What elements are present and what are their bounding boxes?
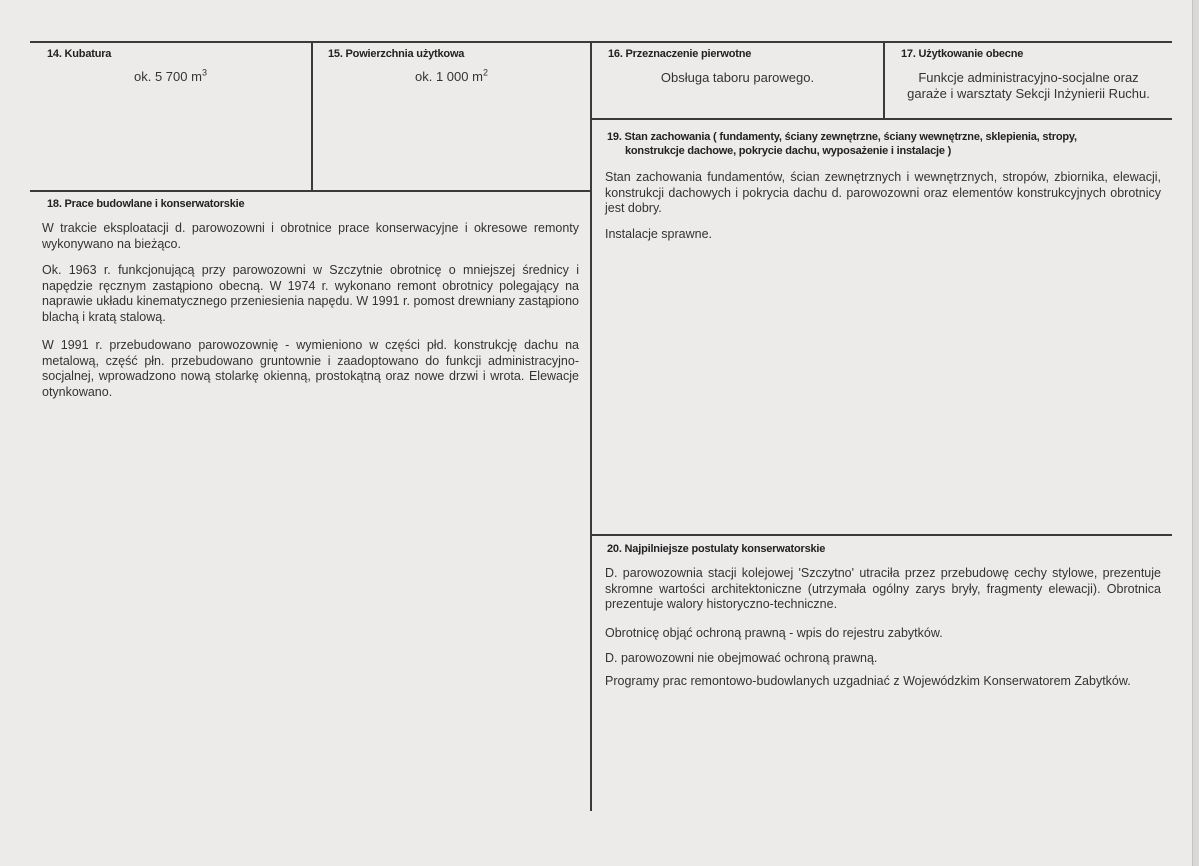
cell-20-paragraph-2: Obrotnicę objąć ochroną prawną - wpis do rejestru zabytków. <box>605 626 943 640</box>
divider-main <box>590 41 592 811</box>
cell-18-title: 18. Prace budowlane i konserwatorskie <box>47 198 245 210</box>
cell-14-unit-exponent: 3 <box>201 67 207 78</box>
cell-19-title-line-1: 19. Stan zachowania ( fundamenty, ściany zewnętrzne, ściany wewnętrzne, sklepienia, stropy, <box>607 131 1077 143</box>
rule-above-20 <box>592 534 1172 536</box>
cell-14-value <box>30 69 311 85</box>
cell-15-title: 15. Powierzchnia użytkowa <box>328 48 465 60</box>
cell-19-title-line-2: konstrukcje dachowe, pokrycie dachu, wyposażenie i instalacje ) <box>625 145 952 157</box>
cell-20-paragraph-1: D. parowozownia stacji kolejowej 'Szczytno' utraciła przez przebudowę cechy stylowe, prezentuje skromne wartości architektoniczne (utrzymała ogólny zarys bryły, fragmenty elewacji). Obrotnica prezentuje walory historyczno-techniczne. <box>605 566 1161 611</box>
cell-15-area: ok. 1 000 m <box>415 69 483 84</box>
cell-20-paragraph-3: D. parowozowni nie obejmować ochroną prawną. <box>605 651 878 665</box>
cell-14-title: 14. Kubatura <box>47 48 112 60</box>
rule-above-19 <box>592 118 1172 120</box>
divider-14-15 <box>311 41 313 191</box>
cell-18-paragraph-3: W 1991 r. przebudowano parowozownię - wymieniono w części płd. konstrukcję dachu na metalową, część płn. przebudowano gruntownie i zaadoptowano do funkcji administracyjno-socjalnej, wprowadzono nową stolarkę okienną, prostokątną oraz nowe drzwi i wrota. Elewacje otynkowano. <box>42 338 579 399</box>
cell-17-line-2: garaże i warsztaty Sekcji Inżynierii Ruchu. <box>907 86 1150 101</box>
cell-15-unit-exponent: 2 <box>482 67 488 78</box>
cell-17-line-1: Funkcje administracyjno-socjalne oraz <box>918 70 1139 85</box>
cell-17-value <box>885 70 1172 102</box>
cell-16-value: Obsługa taboru parowego. <box>660 70 815 85</box>
cell-14-volume: ok. 5 700 m <box>134 69 202 84</box>
cell-19-paragraph-1: Stan zachowania fundamentów, ścian zewnętrznych i wewnętrznych, stropów, zbiornika, elewacji, konstrukcji dachowych i pokrycia dachu d. parowozowni oraz elementów konstrukcyjnych obrotnicy jest dobry. <box>605 170 1161 215</box>
cell-19-paragraph-2: Instalacje sprawne. <box>605 227 713 241</box>
cell-18-paragraph-2: Ok. 1963 r. funkcjonującą przy parowozowni w Szczytnie obrotnicę o mniejszej średnicy i napędzie ręcznym zastąpiono obecną. W 1974 r. wykonano remont obrotnicy polegający na naprawie układu kinematycznego przeniesienia napędu. W 1991 r. pomost drewniany zastąpiono blachą i kratą stalową. <box>42 263 579 324</box>
cell-20-title: 20. Najpilniejsze postulaty konserwatorskie <box>607 543 826 555</box>
cell-18-paragraph-1: W trakcie eksploatacji d. parowozowni i obrotnice prace konserwacyjne i okresowe remonty wykonywano na bieżąco. <box>42 221 579 251</box>
cell-17-title: 17. Użytkowanie obecne <box>901 48 1024 60</box>
cell-16-title: 16. Przeznaczenie pierwotne <box>608 48 752 60</box>
page-edge <box>1192 0 1199 866</box>
top-rule <box>30 41 1172 43</box>
cell-15-value <box>313 69 590 85</box>
cell-20-paragraph-4: Programy prac remontowo-budowlanych uzgadniać z Wojewódzkim Konserwatorem Zabytków. <box>605 674 1131 688</box>
